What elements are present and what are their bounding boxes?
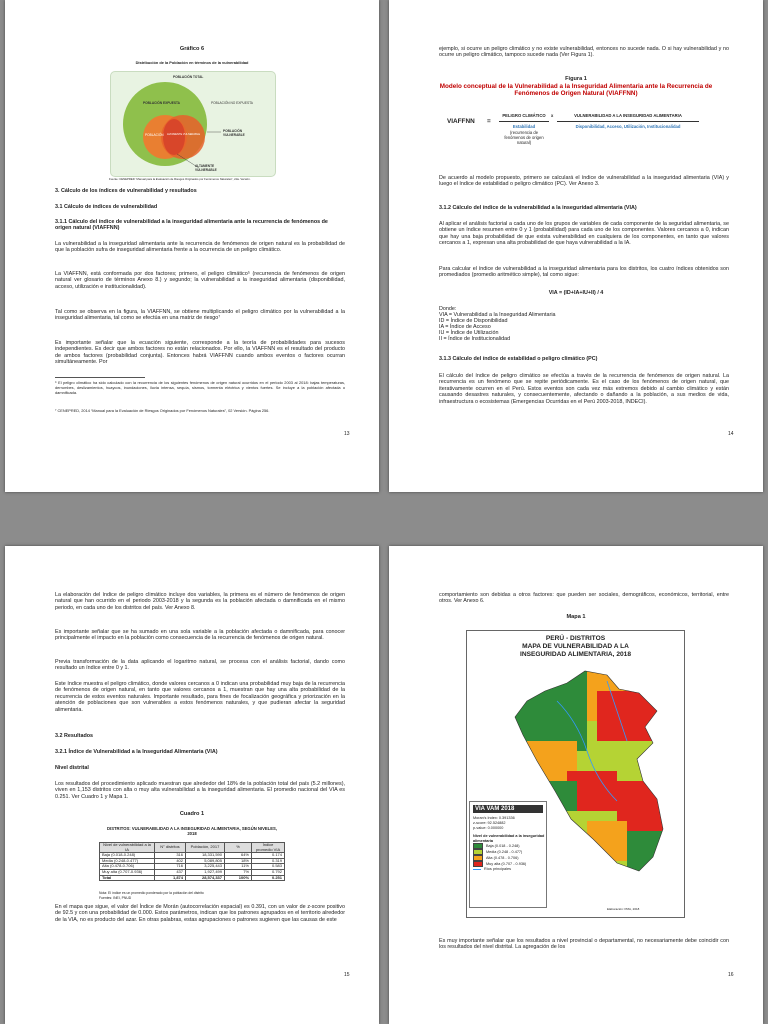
- figure-title: Modelo conceptual de la Vulnerabilidad a la Inseguridad Alimentaria ante la Recurrencia de Fenómenos de Origen Natural (VIAFFNN): [439, 83, 713, 98]
- legend-zscore: z-score: 92.524882: [473, 821, 506, 825]
- page-number: 16: [728, 972, 734, 978]
- definition: IA = Índice de Acceso: [439, 324, 491, 330]
- venn-shapes: [111, 72, 275, 176]
- venn-diagram: [110, 71, 276, 177]
- venn-label-vulnerable-mid: ALTAMENTE VULNERABLE: [167, 133, 201, 136]
- document-page-16: [389, 546, 763, 1024]
- paragraph: Tal como se observa en la figura, la VIAFFNN, se obtiene multiplicando el peligro climático por la vulnerabilidad a la inseguridad alimentaria, tal como se efectúa en una matriz de riesgo⁷: [55, 309, 345, 322]
- model-equals: =: [487, 118, 491, 125]
- definition: IU = Índice de Utilización: [439, 330, 499, 336]
- footnote: ⁷ CENEPRED, 2014 “Manual para la Evaluación de Riesgos Originados por Fenómenos Naturales”, 02 Versión. Página 256.: [55, 408, 270, 413]
- model-sub-recurrencia: (recurrencia de fenómenos de origen natural): [504, 130, 544, 145]
- table-header: %: [225, 843, 252, 853]
- paragraph: De acuerdo al modelo propuesto, primero se calculará el índice de vulnerabilidad a la inseguridad alimentaria (VIA) y luego el índice de estabilidad o peligro climático (PC). Ver Anexo 3.: [439, 175, 729, 188]
- paragraph: En el mapa que sigue, el valor del Índice de Morán (autocorrelación espacial) es 0.391, con un valor de z-score positivo de 92.5 y con una probabilidad de 0.000. Estos parámetros, indican que los patrones agrupados en el territorio alrededor de la VIA, no es producto del azar. En otras palabras, estas agrupaciones o patrones sugieren que las causas de este: [55, 904, 345, 923]
- vulnerability-table: [99, 842, 285, 881]
- table-note: Nota: El índice es un promedio ponderado por la población del distrito: [99, 891, 204, 895]
- conceptual-model-figure: [447, 105, 705, 161]
- heading-3-2: 3.2 Resultados: [55, 733, 94, 739]
- model-sub-componentes: Disponibilidad, Acceso, Utilización, Institucionalidad: [575, 124, 681, 129]
- document-page-14: [389, 0, 763, 492]
- page-number: 14: [728, 431, 734, 437]
- table-header: Población, 2017: [186, 843, 225, 853]
- definition: VIA = Vulnerabilidad a la Inseguridad Alimentaria: [439, 312, 556, 318]
- venn-label-altamente-vulnerable: ALTAMENTE VULNERABLE: [195, 164, 217, 172]
- paragraph: Para calcular el índice de vulnerabilidad a la inseguridad alimentaria para los distritos, los cuatro índices obtenidos son promediados (promedio aritmético simple), tal como sigue:: [439, 266, 729, 279]
- table-caption: Cuadro 1: [179, 811, 205, 817]
- definition: ID = Índice de Disponibilidad: [439, 318, 508, 324]
- table-header: Nivel de vulnerabilidad a la IA: [100, 843, 155, 853]
- page-number: 15: [344, 972, 350, 978]
- paragraph: La VIAFFNN, está conformada por dos factores; primero, el peligro climático⁵ (recurrencia de fenómenos de origen natural ver glosario de términos Anexo 8.) y segundo; la vulnerabilidad a la inseguridad alimentaria (disponibilidad, acceso, utilización e institucionalidad).: [55, 271, 345, 290]
- footnote-divider: [55, 377, 145, 378]
- via-formula: VIA = (ID+IA+IU+II) / 4: [548, 290, 604, 296]
- table-header: Índice promedio VIA: [252, 843, 285, 853]
- map-caption: Mapa 1: [566, 614, 586, 620]
- heading-3-1: 3.1 Cálculo de índices de vulnerabilidad: [55, 204, 158, 210]
- heading-nivel-distrital: Nivel distrital: [55, 765, 89, 771]
- model-lhs: VIAFFNN: [447, 118, 475, 125]
- donde-label: Donde:: [439, 306, 457, 312]
- paragraph: Los resultados del procedimiento aplicado muestran que alrededor del 18% de la población total del país (5.2 millones), viven en 1,153 distritos con alta o muy alta vulnerabilidad a la inseguridad alimentaria. El promedio nacional del VIA es 0.251. Ver Cuadro 1 y Mapa 1.: [55, 781, 345, 800]
- figure-caption: Figura 1: [565, 76, 587, 82]
- highly-vulnerable-overlap: [163, 119, 185, 155]
- paragraph: comportamiento son debidas a otros factores: que pueden ser sociales, demográficos, económicos, territorial, entre otros. Ver Anexo 6.: [439, 592, 729, 605]
- table-title: DISTRITOS: VULNERABILIDAD A LA INSEGURIDAD ALIMENTARIA, SEGÚN NIVELES, 2018: [107, 826, 277, 836]
- legend-nivel: Nivel de vulnerabilidad a la inseguridad alimentaria: [473, 834, 545, 843]
- paragraph: Al aplicar el análisis factorial a cada uno de los grupos de variables de cada componente de la seguridad alimentaria, se obtiene un índice resumen entre 0 y 1 (probabilidad) para cada uno de los componentes. Valores cercanos a 0, indican que hay una baja probabilidad de que exista vulnerabilidad en cualquiera de los componentes, en tanto que valores cercanos a 1, expresan una alta probabilidad de que haya vulnerabilidad a la IA.: [439, 221, 729, 247]
- paragraph: Es muy importante señalar que los resultados a nivel provincial o departamental, no necesariamente debe coincidir con los resultados del nivel distrital. La agregación de los: [439, 938, 729, 951]
- document-page-15: [5, 546, 379, 1024]
- paragraph: Es importante señalar que se ha sumado en una sola variable a la población afectada o damnificada, para conocer principalmente el impacto en la población como consecuencia de la recurrencia de fenómenos de origen natural.: [55, 629, 345, 642]
- table-row: Media (0.248-0.477) 402 5,089,805 18% 0.319: [100, 858, 285, 864]
- river-swatch: [473, 869, 481, 870]
- legend-swatch: [473, 861, 483, 867]
- legend-item: Ríos principales: [473, 867, 546, 872]
- legend-item: Alta (0.478 - 0.706): [473, 855, 546, 861]
- table-row: Baja (0.018-0.248) 316 18,331,590 64% 0.174: [100, 853, 285, 859]
- model-term-vulnerabilidad: VULNERABILIDAD A LA INSEGURIDAD ALIMENTARIA: [574, 113, 682, 118]
- heading-3-1-3: 3.1.3 Cálculo del índice de estabilidad o peligro climático (PC): [439, 356, 598, 362]
- paragraph: La elaboración del índice de peligro climático incluye dos variables, la primera es el número de fenómenos de origen natural que han ocurrido en el periodo 2003-2018 y la segunda es la población afectada o damnificada en el mismo periodo, en cada uno de los distritos del país. Ver Anexo 8.: [55, 592, 345, 611]
- heading-3: 3. Cálculo de los índices de vulnerabilidad y resultados: [55, 188, 197, 194]
- table-row: Alta (0.478-0.706) 716 3,225,443 11% 0.583: [100, 864, 285, 870]
- model-times: x: [551, 113, 554, 118]
- heading-3-1-1: 3.1.1 Cálculo del índice de vulnerabilidad a la inseguridad alimentaria ante la recurrencia de fenómenos de origen natural (VIAFFNN): [55, 219, 328, 232]
- footnote: ⁶ El peligro climático ha sido calculado con la recurrencia de los siguientes fenómenos de origen natural ocurridos en el periodo 2003 al 2018: bajas temperaturas, derrumbes, deslizamientos, huaycos, inundaciones, lluvia intensa, sequía, sismos, tormenta eléctrica y vientos fuertes. Se incluye a la población afectada o damnificada.: [55, 380, 345, 395]
- map-title-line-2: MAPA DE VULNERABILIDAD A LA: [522, 643, 629, 650]
- chart-source: Fuente: CENEPRED “Manual para la Evaluación de Riesgos Originados por Fenómenos Naturales”, 2da. Versión.: [109, 177, 251, 181]
- legend-heading: VIA VAM 2018: [473, 805, 543, 813]
- heading-3-2-1: 3.2.1 Índice de Vulnerabilidad a la Inseguridad Alimentaria (VIA): [55, 749, 218, 755]
- table-header: N° distritos: [155, 843, 186, 853]
- chart-caption: Gráfico 6: [179, 46, 205, 52]
- model-sub-estabilidad: Estabilidad: [512, 124, 536, 129]
- legend-pvalue: p-value: 0.000000: [473, 826, 504, 830]
- legend-item: Muy alta (0.707 - 0.936): [473, 861, 546, 867]
- model-term-peligro: PELIGRO CLIMÁTICO: [502, 113, 546, 118]
- paragraph: Es importante señalar que la ecuación siguiente, corresponde a la teoría de probabilidades para sucesos independientes. Es decir que ambos factores no están relacionados. Por ello, la VIAFFNN es el resultado del producto de ambos factores (probabilidad conjunta). Entonces habrá VIAFFNN cuando ambos eventos o factores ocurran simultáneamente. Por: [55, 340, 345, 366]
- paragraph: Este índice muestra el peligro climático, donde valores cercanos a 0 indican una probabilidad muy baja de la recurrencia de fenómenos de origen natural, en tanto que valores cercanos a 1, muestran que hay una alta probabilidad de la recurrencia de estos eventos naturales. Importante resultado, para fines de focalización geográfica y priorización en la atención de poblaciones que son vulnerables a estos fenómenos naturales, y que pudieran afectar la seguridad alimentaria.: [55, 681, 345, 713]
- paragraph: El cálculo del índice de peligro climático se efectúa a través de la recurrencia de fenómenos de origen natural. La recurrencia es un fenómeno que se repite periódicamente. Es el caso de los fenómenos de origen natural, que iterativamente ocurren en el Perú. Estos eventos son cada vez más extremos debido al cambio climático y están causando desastres naturales, y consecuentemente, afectando o dañando a la población, a sus medios de vida, infraestructura o ecosistemas (Emergencias Ocurridas en el Perú 2003-2018, INDECI).: [439, 373, 729, 405]
- table-total-row: Total 1,874 28,574,337 100% 0.251: [100, 875, 285, 881]
- legend-moran: Moran's Index: 0.391336: [473, 816, 515, 820]
- venn-label-expuesta: POBLACIÓN EXPUESTA: [143, 101, 180, 105]
- map-credit: Elaboración: PMA, 2018: [607, 907, 640, 911]
- venn-label-no-expuesta: POBLACIÓN NO EXPUESTA: [211, 101, 253, 105]
- chart-subtitle: Distribución de la Población en términos de la vulnerabilidad: [135, 60, 249, 65]
- table-source: Fuentes: INEI, PNUD: [99, 896, 132, 900]
- legend-item: Media (0.248 - 0.477): [473, 849, 546, 855]
- map-title-line-3: INSEGURIDAD ALIMENTARIA, 2018: [519, 651, 631, 658]
- map-legend: [469, 801, 547, 908]
- page-number: 13: [344, 431, 350, 437]
- paragraph: ejemplo, si ocurre un peligro climático y no existe vulnerabilidad, entonces no sucede nada. O si hay vulnerabilidad y no ocurre un peligro climático, tampoco sucede nada (Ver Figura 1).: [439, 46, 729, 59]
- table-row: Muy alta (0.707-0.936) 437 1,927,499 7% 0.792: [100, 869, 285, 875]
- definition: II = Índice de Institucionalidad: [439, 336, 511, 342]
- venn-label-total: POBLACIÓN TOTAL: [173, 75, 204, 79]
- venn-label-poblacion-vulnerable: POBLACIÓN VULNERABLE: [223, 129, 245, 137]
- venn-label-vulnerable-left: POBLACIÓN: [145, 133, 164, 137]
- paragraph: Previa transformación de la data aplicando el logaritmo natural, se procesa con el análisis factorial, dando como resultado un índice entre 0 y 1.: [55, 659, 345, 672]
- document-page-13: [5, 0, 379, 492]
- map-title-line-1: PERÚ - DISTRITOS: [545, 635, 606, 642]
- heading-3-1-2: 3.1.2 Cálculo del índice de la vulnerabilidad a la inseguridad alimentaria (VIA): [439, 205, 637, 211]
- paragraph: La vulnerabilidad a la inseguridad alimentaria ante la recurrencia de fenómenos de origen natural es la probabilidad de que la población sufra de inseguridad alimentaria frente a la ocurrencia de un peligro climático.: [55, 241, 345, 254]
- legend-item: Baja (0.018 - 0.248): [473, 843, 546, 849]
